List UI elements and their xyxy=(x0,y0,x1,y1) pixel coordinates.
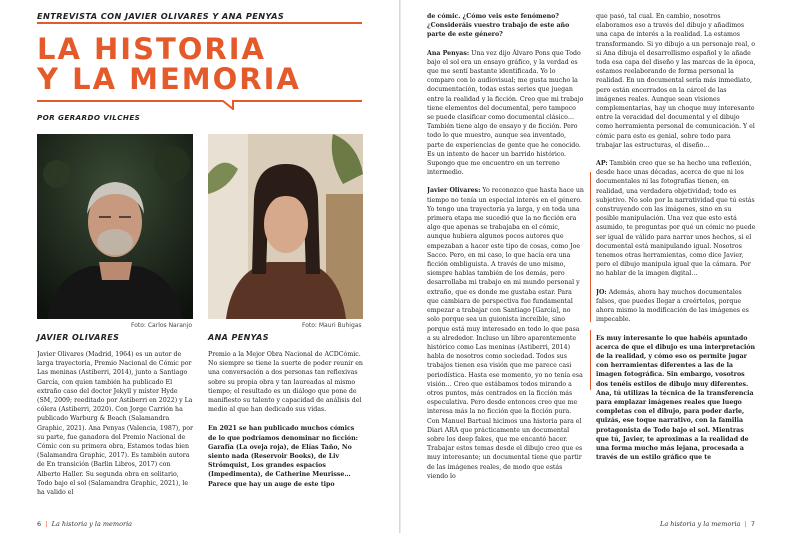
speaker-label: JO: xyxy=(596,288,607,296)
left-page xyxy=(0,0,399,533)
folio-left: 6 | La historia y la memoria xyxy=(37,520,133,528)
answer-paragraph xyxy=(596,159,756,279)
speaker-label: Ana Penyas: xyxy=(427,49,470,57)
question-paragraph: de cómic. ¿Cómo veis este fenómeno? ¿Consideráis vuestro trabajo de este año parte de este género? xyxy=(427,13,570,39)
right-column-1 xyxy=(427,12,584,512)
answer-accent-line xyxy=(590,330,591,390)
title-line-2: Y LA MEMORIA xyxy=(37,62,301,96)
intro-paragraph-continued: Premio a la Mejor Obra Nacional de ACDCómic. No siempre se tiene la suerte de poder reunir en una conversación a dos personas tan reflexivas sobre su propia obra y tan laureadas al mismo tiempo; el resultado es un diálogo que pone de manifiesto su talento y capacidad de análisis del medio al que han dedicado sus vidas. xyxy=(208,351,363,414)
name-label-ana: ANA PENYAS xyxy=(208,333,269,342)
running-title: La historia y la memoria xyxy=(51,520,133,528)
left-column-1 xyxy=(37,350,193,516)
photo-javier-olivares xyxy=(37,134,193,319)
answer-text: También creo que se ha hecho una reflexión, desde hace unas décadas, acerca de que ni los documentales ni las fotografías tienen, en realidad, una verdadera objetividad; todo es subjetivo. No solo por la narratividad que tú estás construyendo con las imágenes, sino en su posible manipulación. Una vez que esto está asumido, te preguntas por qué un cómic no puede ser igual de válido para narrar unos hechos, si el documental está manipulando igual. Nosotros tenemos otras herramientas, como dice Javier, pero el dibujo manipula igual que la cámara. Por no hablar de la imagen digital… xyxy=(596,160,756,278)
speaker-label: Javier Olivares: xyxy=(427,187,481,195)
answer-paragraph xyxy=(427,186,584,481)
answer-text: Yo reconozco que hasta hace un tiempo no tenía un especial interés en el género. Yo tengo una trayectoria ya larga, y en toda una primera etapa me sucedió que la no ficción era algo que apenas se trabajaba en el cómic, aunque hubiera algunos pocos autores que empezaban a hacer este tipo de cosas, como Joe Sacco. Pero, en mi caso, lo que hacía era una ficción ombliguista. A través de uno mismo, siempre hablas también de los demás, pero desarrollaba mi trabajo en mi mundo personal y extraño, que es donde me gustaba estar. Para que cambiara de perspectiva fue fundamental empezar a trabajar con Santiago [García], no solo porque sea un guionista increíble, sino porque está muy interesado en todo lo que pasa a su alrededor. Incluso un libro aparentemente histórico como Las meninas (Astiberri, 2014) habla de nosotros como sociedad. Todos sus trabajos tienen esa visión que me parece casi periodística. Hasta ese momento, yo no tenía esa visión… Creo que estábamos todos mirando a otros puntos, más centrados en la ficción más especulativa. Pero desde entonces creo que me interesa más la no ficción que la ficción pura. Con Manuel Bartual hicimos una historia para el Diari ARA que prácticamente un documental sobre los deep fakes, que me encantó hacer. Trabajar estos temas desde el dibujo creo que es muy interesante; un documental tiene que partir de las imágenes reales, de modo que estás viendo lo xyxy=(427,187,584,480)
answer-paragraph xyxy=(596,288,756,325)
running-title: La historia y la memoria xyxy=(660,520,741,528)
question-paragraph: En 2021 se han publicado muchos cómics de lo que podríamos denominar no ficción: Garafía (La oveja roja), de Elías Taño, No siento nada (Reservoir Books), de Liv Strömquist, Los grandes espacios (Impedimenta), de Catherine Meurisse… Parece que hay un auge de este tipo xyxy=(208,425,358,488)
answer-paragraph xyxy=(427,49,584,178)
answer-accent-line xyxy=(590,172,591,322)
speaker-label: AP: xyxy=(596,160,608,168)
name-label-javier: JAVIER OLIVARES xyxy=(37,333,120,342)
intro-paragraph: Javier Olivares (Madrid, 1964) es un autor de larga trayectoria, Premio Nacional de Cómic por Las meninas (Astiberri, 2014), junto a Santiago García, con quien también ha publicado El extraño caso del doctor Jekyll y míster Hyde (SM, 2009; reeditado por Astiberri en 2022) y La cólera (Astiberri, 2020). Con Jorge Carrión ha publicado Warburg & Beach (Salamandra Graphic, 2021). Ana Penyas (Valencia, 1987), por su parte, fue ganadora del Premio Nacional de Cómic con su primera obra, Estamos todas bien (Salamandra Graphic, 2017). Es también autora de En transición (Barlin Libros, 2017) con Alberto Haller. Su segunda obra en solitario, Todo bajo el sol (Salamandra Graphic, 2021), le ha valido el xyxy=(37,351,193,497)
page-number: 6 xyxy=(37,520,42,528)
answer-text: que pasó, tal cual. En cambio, nosotros elaboramos eso a través del dibujo y añadimos una capa de interés a la realidad. La estamos transformando. Si yo dibujo a un personaje real, o si Ana dibuja el desarrollismo español y le añade toda esa capa del diseño y las marcas de la época, estamos reelaborando de forma personal la realidad. En un documental sería más inmediato, pero están encerrados en la cárcel de las imágenes reales. Aunque sean visiones complementarias, hay un choque muy interesante entre la veracidad del documental y el dibujo como herramienta personal de comunicación. Y el cómic para esto es genial, sobre todo para trabajar las estructuras, el diseño… xyxy=(596,13,756,149)
interview-kicker: ENTREVISTA CON JAVIER OLIVARES Y ANA PENYAS xyxy=(37,11,285,21)
right-column-2 xyxy=(596,12,756,512)
speech-bubble-rule xyxy=(37,96,363,110)
title-line-1: LA HISTORIA xyxy=(37,32,266,66)
photo-ana-penyas xyxy=(208,134,363,319)
page-number: 7 xyxy=(750,520,756,528)
question-paragraph: Es muy interesante lo que habéis apuntado acerca de que el dibujo es una interpretación de la realidad, y cómo eso os permite jugar con herramientas diferentes a las de la imagen fotográfica. Sin embargo, vosotros dos tenéis estilos de dibujo muy diferentes. Ana, tú utilizas la técnica de la transferencia para emplazar imágenes reales que luego completas con el dibujo, para poder darle, quizás, ese toque narrativo, con la familia protagonista de Todo bajo el sol. Mientras que tú, Javier, te aproximas a la realidad de una forma mucho más lejana, procesada a través de un estilo gráfico que te xyxy=(596,334,756,462)
photo-credit-right: Foto: Mauri Buhigas xyxy=(302,322,362,329)
answer-paragraph xyxy=(596,12,756,150)
answer-text: Una vez dijo Álvaro Pons que Todo bajo el sol era un ensayo gráfico, y la verdad es que me sentí bastante identificada. Yo lo comparo con lo audiovisual; me gusta mucho la documentación, todas estas series que juegan entre la realidad y la ficción. Creo que mi trabajo tiene elementos del documental, pero tampoco se puede clasificar como documental clásico… También tiene algo de ensayo y de ficción. Pero todo lo que muestro, aunque sea inventado, parte de experiencias de gente que he conocido. Es un intento de hacer un barrido histórico. Supongo que me encuentro en un terreno intermedio. xyxy=(427,49,584,177)
answer-text: Además, ahora hay muchos documentales falsos, que puedes llegar a creértelos, porque ahora mismo la modificación de las imágenes es impecable. xyxy=(596,288,749,324)
folio-right: La historia y la memoria | 7 xyxy=(660,520,756,528)
kicker-rule xyxy=(37,22,362,24)
left-column-2 xyxy=(208,350,364,516)
photo-credit-left: Foto: Carlos Naranjo xyxy=(131,322,193,329)
byline: POR GERARDO VILCHES xyxy=(37,113,141,122)
right-page xyxy=(401,0,800,533)
